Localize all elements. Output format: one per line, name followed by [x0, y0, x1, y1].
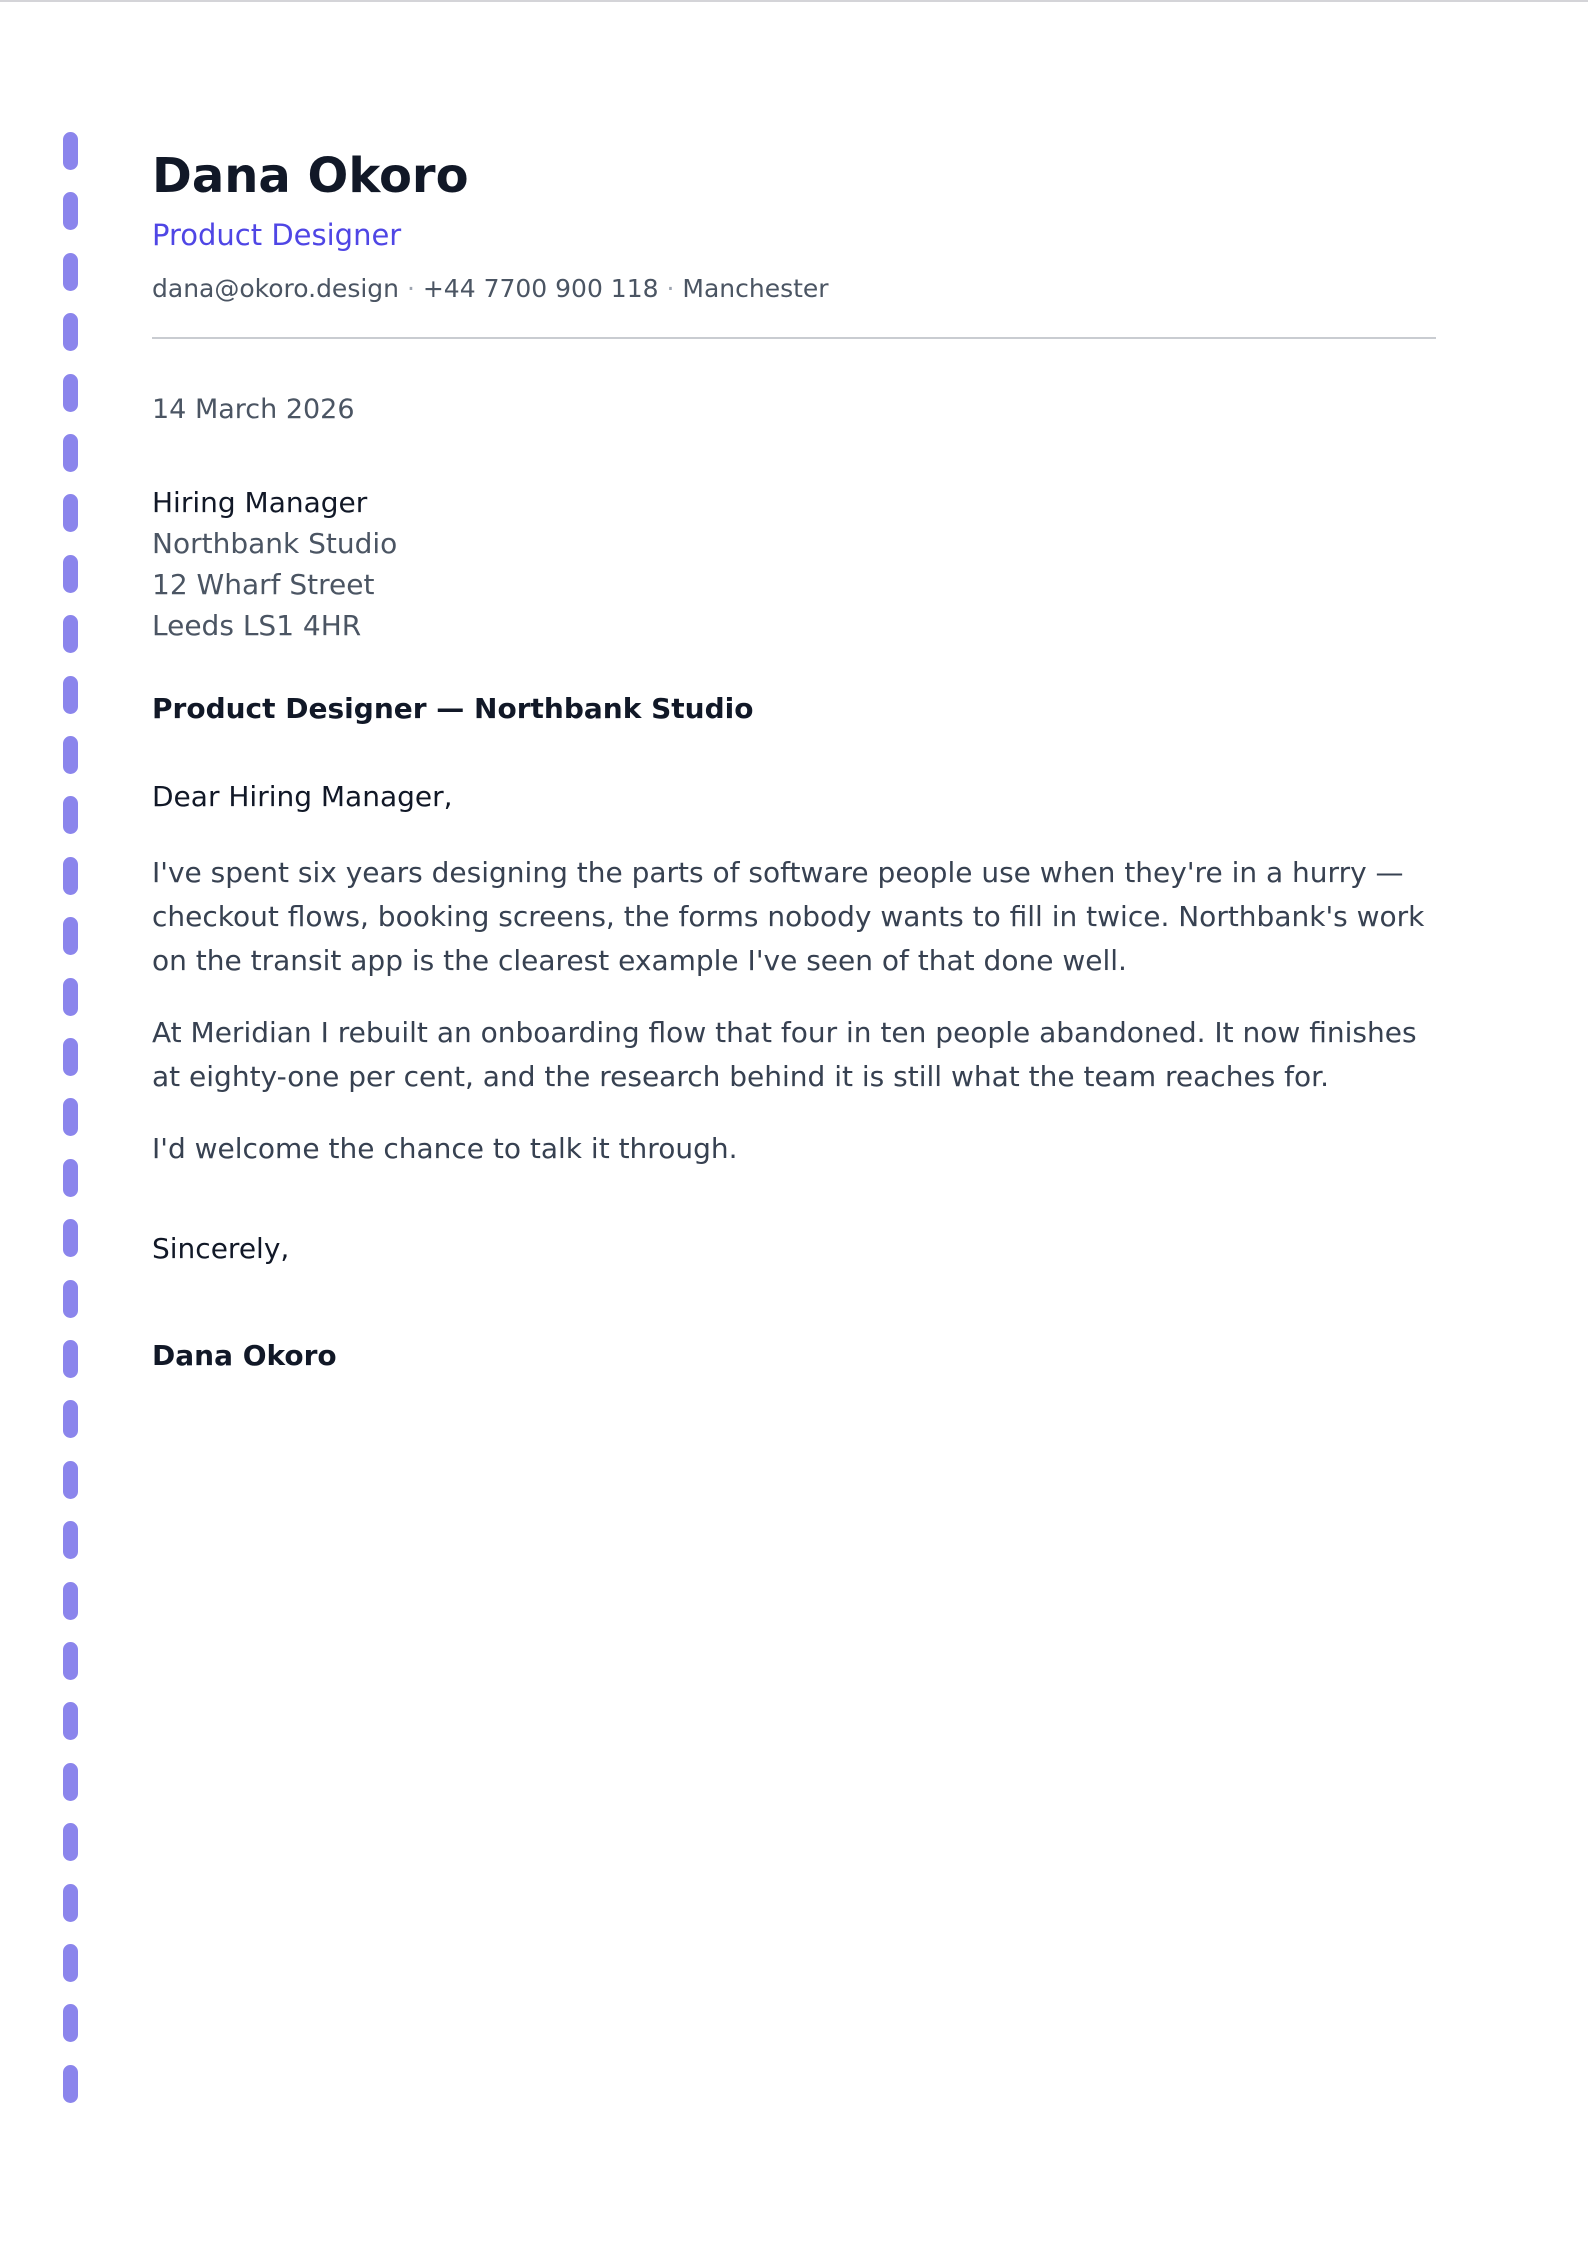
margin-dot — [63, 313, 78, 351]
margin-dot — [63, 1763, 78, 1801]
body-paragraph: I'd welcome the chance to talk it through. — [152, 1132, 738, 1165]
sender-name: Dana Okoro — [152, 148, 469, 204]
body-paragraph: At Meridian I rebuilt an onboarding flow that four in ten people abandoned. It now finishes at eighty-one per cent, and the research behind it is still what the team reaches for. — [152, 1016, 1417, 1093]
letter-body — [152, 851, 1436, 1199]
margin-dot — [63, 978, 78, 1016]
body-paragraph: I've spent six years designing the parts of software people use when they're in a hurry — checkout flows, booking screens, the forms nobody wants to fill in twice. Northbank's work on the transit app is the clearest example I've seen of that done well. — [152, 856, 1425, 977]
margin-dot — [63, 1461, 78, 1499]
margin-dot — [63, 1098, 78, 1136]
salutation: Dear Hiring Manager, — [152, 780, 453, 813]
letter-date: 14 March 2026 — [152, 394, 355, 425]
margin-dot — [63, 2065, 78, 2103]
subject-line: Product Designer — Northbank Studio — [152, 692, 754, 725]
margin-dot — [63, 374, 78, 412]
sender-phone: +44 7700 900 118 — [422, 274, 659, 303]
margin-dot — [63, 1038, 78, 1076]
signature: Dana Okoro — [152, 1339, 337, 1372]
margin-dot — [63, 494, 78, 532]
margin-dot — [63, 1702, 78, 1740]
recipient-name: Hiring Manager — [152, 486, 368, 519]
header-divider — [152, 337, 1436, 339]
margin-dot — [63, 253, 78, 291]
top-border — [0, 0, 1588, 2]
margin-dot — [63, 1884, 78, 1922]
margin-dot — [63, 434, 78, 472]
margin-dot — [63, 615, 78, 653]
contact-separator: · — [666, 274, 675, 303]
sender-role: Product Designer — [152, 218, 402, 252]
margin-dot — [63, 1219, 78, 1257]
margin-dot — [63, 1944, 78, 1982]
margin-dot — [63, 2004, 78, 2042]
margin-dot — [63, 1823, 78, 1861]
recipient-company: Northbank Studio — [152, 527, 398, 560]
margin-dot — [63, 132, 78, 170]
margin-dot — [63, 1280, 78, 1318]
margin-dot — [63, 192, 78, 230]
sender-location: Manchester — [682, 274, 829, 303]
margin-dot — [63, 1582, 78, 1620]
recipient-city: Leeds LS1 4HR — [152, 609, 362, 642]
margin-dot — [63, 1400, 78, 1438]
contact-separator: · — [406, 274, 415, 303]
contact-line — [152, 274, 829, 303]
margin-dot — [63, 676, 78, 714]
margin-dot — [63, 555, 78, 593]
margin-dot — [63, 1521, 78, 1559]
margin-dot — [63, 1340, 78, 1378]
decorative-margin-dots — [63, 132, 79, 2132]
margin-dot — [63, 1642, 78, 1680]
recipient-address — [152, 482, 397, 646]
margin-dot — [63, 796, 78, 834]
recipient-street: 12 Wharf Street — [152, 568, 375, 601]
sender-email: dana@okoro.design — [152, 274, 399, 303]
closing: Sincerely, — [152, 1232, 290, 1265]
margin-dot — [63, 917, 78, 955]
margin-dot — [63, 857, 78, 895]
margin-dot — [63, 1159, 78, 1197]
margin-dot — [63, 736, 78, 774]
